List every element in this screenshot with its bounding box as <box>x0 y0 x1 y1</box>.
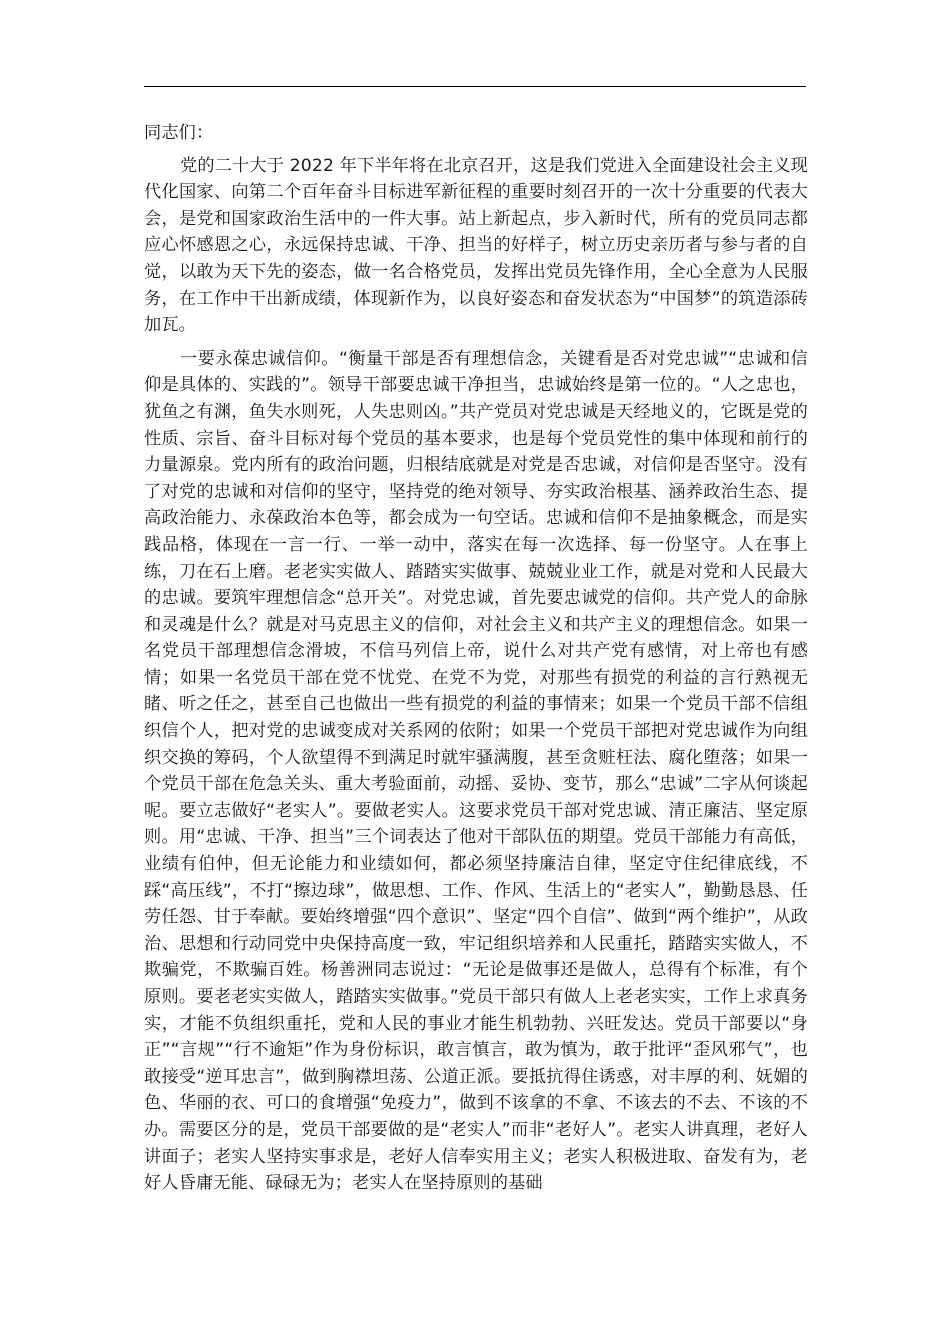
paragraph-loyalty-faith: 一要永葆忠诚信仰。“衡量干部是否有理想信念，关键看是否对党忠诚”“忠诚和信仰是具体的、实践的”。领导干部要忠诚干净担当，忠诚始终是第一位的。“人之忠也，犹鱼之有渊，鱼失水则死，人失忠则凶。”共产党员对党忠诚是天经地义的，它既是党的性质、宗旨、奋斗目标对每个党员的基本要求，也是每个党员党性的集中体现和前行的力量源泉。党内所有的政治问题，归根结底就是对党是否忠诚，对信仰是否坚守。没有了对党的忠诚和对信仰的坚守，坚持党的绝对领导、夯实政治根基、涵养政治生态、提高政治能力、永葆政治本色等，都会成为一句空话。忠诚和信仰不是抽象概念，而是实践品格，体现在一言一行、一举一动中，落实在每一次选择、每一份坚守。人在事上练，刀在石上磨。老老实实做人、踏踏实实做事、兢兢业业工作，就是对党和人民最大的忠诚。要筑牢理想信念“总开关”。对党忠诚，首先要忠诚党的信仰。共产党人的命脉和灵魂是什么？就是对马克思主义的信仰，对社会主义和共产主义的理想信念。如果一名党员干部理想信念滑坡，不信马列信上帝，说什么对共产党有感情，对上帝也有感情；如果一名党员干部在党不忧党、在党不为党，对那些有损党的利益的言行熟视无睹、听之任之，甚至自己也做出一些有损党的利益的事情来；如果一个党员干部不信组织信个人，把对党的忠诚变成对关系网的依附；如果一个党员干部把对党忠诚作为向组织交换的筹码，个人欲望得不到满足时就牢骚满腹，甚至贪赃枉法、腐化堕落；如果一个党员干部在危急关头、重大考验面前，动摇、妥协、变节，那么“忠诚”二字从何谈起呢。要立志做好“老实人”。要做老实人。这要求党员干部对党忠诚、清正廉洁、坚定原则。用“忠诚、干净、担当”三个词表达了他对干部队伍的期望。党员干部能力有高低，业绩有伯仲，但无论能力和业绩如何，都必须坚持廉洁自律，坚定守住纪律底线，不踩“高压线”，不打“擦边球”，做思想、工作、作风、生活上的“老实人”，勤勤恳恳、任劳任怨、甘于奉献。要始终增强“四个意识”、坚定“四个自信”、做到“两个维护”，从政治、思想和行动同党中央保持高度一致，牢记组织培养和人民重托，踏踏实实做人，不欺骗党，不欺骗百姓。杨善洲同志说过：“无论是做事还是做人，总得有个标准，有个原则。要老老实实做人，踏踏实实做事。”党员干部只有做人上老老实实，工作上求真务实，才能不负组织重托，党和人民的事业才能生机勃勃、兴旺发达。党员干部要以“身正”“言规”“行不逾矩”作为身份标识，敢言慎言，敢为慎为，敢于批评“歪风邪气”，也敢接受“逆耳忠言”，做到胸襟坦荡、公道正派。要抵抗得住诱惑，对丰厚的利、妩媚的色、华丽的衣、可口的食增强“免疫力”，做到不该拿的不拿、不该去的不去、不该的不办。需要区分的是，党员干部要做的是“老实人”而非“老好人”。老实人讲真理，老好人讲面子；老实人坚持实事求是，老好人信奉实用主义；老实人积极进取、奋发有为，老好人昏庸无能、碌碌无为；老实人在坚持原则的基础 <box>144 348 808 1194</box>
document-body <box>144 120 808 1204</box>
paragraph-intro: 党的二十大于 2022 年下半年将在北京召开，这是我们党进入全面建设社会主义现代化国家、向第二个百年奋斗目标进军新征程的重要时刻召开的一次十分重要的代表大会，是党和国家政治生活中的一件大事。站上新起点，步入新时代，所有的党员同志都应心怀感恩之心，永远保持忠诚、干净、担当的好样子，树立历史亲历者与参与者的自觉，以敢为天下先的姿态，做一名合格党员，发挥出党员先锋作用，全心全意为人民服务，在工作中干出新成绩，体现新作为，以良好姿态和奋发状态为“中国梦”的筑造添砖加瓦。 <box>144 155 808 336</box>
salutation: 同志们： <box>144 123 214 143</box>
header-rule <box>144 86 806 87</box>
